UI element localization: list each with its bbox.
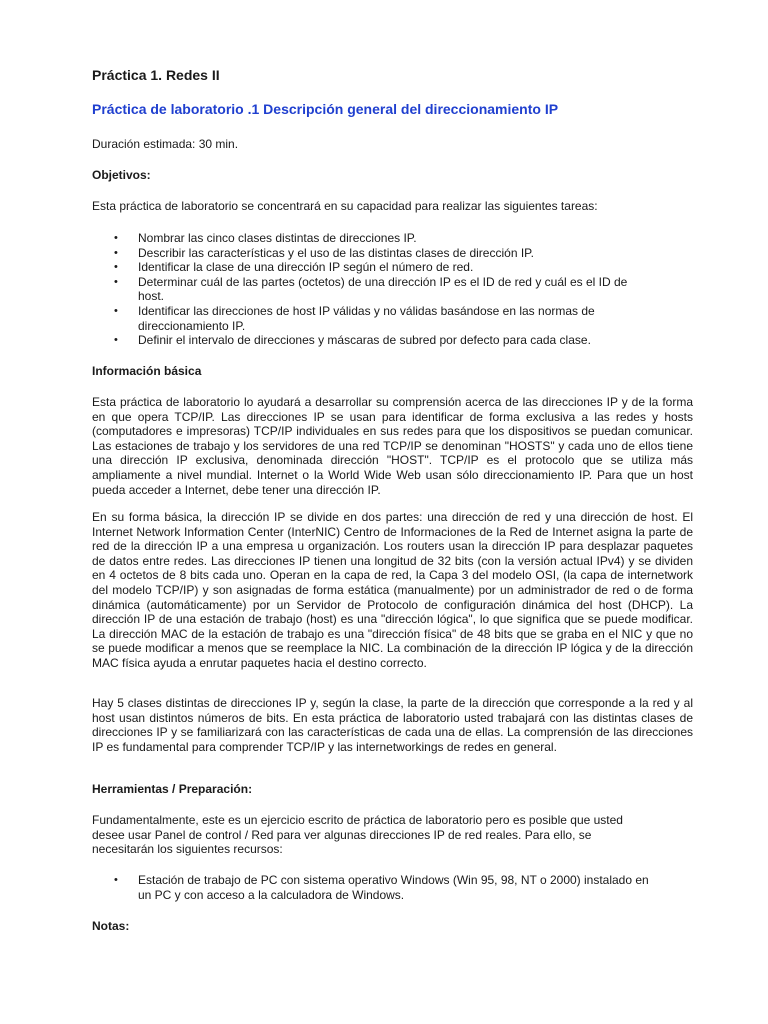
background-heading: Información básica [92,364,202,378]
background-paragraph-3: Hay 5 clases distintas de direcciones IP y, según la clase, la parte de la dirección que corresponde a la red y al host usan distintos números de bits. En esta práctica de laboratorio usted trabajará con las distintas clases de direcciones IP y se familiarizará con las características de cada una de ellas. La comprensión de las direcciones IP es fundamental para comprender TCP/IP y las internetworkings de redes en general. [92,696,693,754]
duration-text: Duración estimada: 30 min. [92,137,239,151]
tools-list [92,873,652,902]
notes-heading: Notas: [92,919,130,933]
list-item: • Identificar la clase de una dirección IP según el número de red. [92,260,652,275]
objectives-intro: Esta práctica de laboratorio se concentrará en su capacidad para realizar las siguientes tareas: [92,199,598,213]
tools-intro: Fundamentalmente, este es un ejercicio escrito de práctica de laboratorio pero es posible que usted desee usar Panel de control / Red para ver algunas direcciones IP de red reales. Para ello, se necesitarán los siguientes recursos: [92,813,623,857]
page-title: Práctica 1. Redes II [92,67,220,83]
tools-heading: Herramientas / Preparación: [92,782,253,796]
lab-subtitle: Práctica de laboratorio .1 Descripción general del direccionamiento IP [92,101,559,117]
objectives-list [92,231,652,348]
objectives-heading: Objetivos: [92,168,151,182]
list-item: • Determinar cuál de las partes (octetos) de una dirección IP es el ID de red y cuál es el ID de host. [92,275,652,304]
list-item: • Describir las características y el uso de las distintas clases de dirección IP. [92,246,652,261]
list-item: • Nombrar las cinco clases distintas de direcciones IP. [92,231,652,246]
background-paragraph-1: Esta práctica de laboratorio lo ayudará a desarrollar su comprensión acerca de las direcciones IP y de la forma en que opera TCP/IP. Las direcciones IP se usan para identificar de forma exclusiva a las redes y hosts (computadores e impresoras) TCP/IP individuales en sus redes para que los dispositivos se puedan comunicar. Las estaciones de trabajo y los servidores de una red TCP/IP se denominan "HOSTS" y cada uno de ellos tiene una dirección IP exclusiva, denominada dirección "HOST". TCP/IP es el protocolo que se utiliza más ampliamente a nivel mundial. Internet o la World Wide Web usan sólo direccionamiento IP. Para que un host pueda acceder a Internet, debe tener una dirección IP. [92,395,693,497]
list-item: • Identificar las direcciones de host IP válidas y no válidas basándose en las normas de direccionamiento IP. [92,304,652,333]
background-paragraph-2: En su forma básica, la dirección IP se divide en dos partes: una dirección de red y una dirección de host. El Internet Network Information Center (InterNIC) Centro de Informaciones de la Red de Internet asigna la parte de red de la dirección IP a una empresa u organización. Los routers usan la dirección IP para desplazar paquetes de datos entre redes. Las direcciones IP tienen una longitud de 32 bits (con la versión actual IPv4) y se dividen en 4 octetos de 8 bits cada uno. Operan en la capa de red, la Capa 3 del modelo OSI, (la capa de internetwork del modelo TCP/IP) y son asignadas de forma estática (manualmente) por un administrador de red o de forma dinámica (automáticamente) por un Servidor de Protocolo de configuración dinámica del host (DHCP). La dirección IP de una estación de trabajo (host) es una "dirección lógica", lo que significa que se puede modificar. La dirección MAC de la estación de trabajo es una "dirección física" de 48 bits que se graba en el NIC y que no se puede modificar a menos que se reemplace la NIC. La combinación de la dirección IP lógica y de la dirección MAC física ayuda a enrutar paquetes hacia el destino correcto. [92,510,693,670]
list-item: • Estación de trabajo de PC con sistema operativo Windows (Win 95, 98, NT o 2000) instalado en un PC y con acceso a la calculadora de Windows. [92,873,652,902]
list-item: • Definir el intervalo de direcciones y máscaras de subred por defecto para cada clase. [92,333,652,348]
